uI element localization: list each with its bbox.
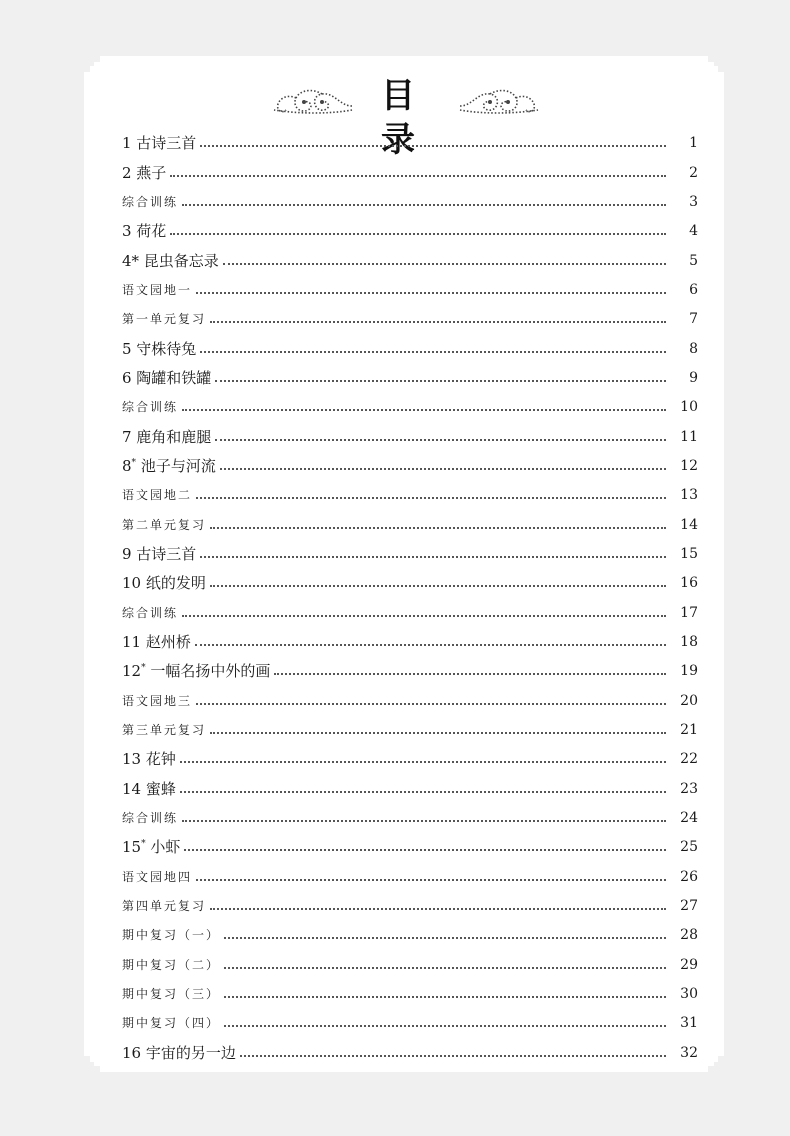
lesson-number: 15 — [122, 838, 142, 857]
toc-entry[interactable] — [122, 300, 698, 329]
dot-leader — [180, 791, 666, 793]
page-number: 6 — [689, 281, 698, 298]
toc-entry[interactable] — [122, 359, 698, 388]
lesson-number: 8 — [122, 456, 132, 475]
dot-leader — [182, 204, 666, 206]
lesson-name: 池子与河流 — [136, 456, 216, 475]
toc-entry-title: 语文园地四 — [122, 869, 193, 884]
page-number: 3 — [689, 193, 698, 210]
dot-leader — [210, 732, 666, 734]
page-number: 4 — [689, 223, 698, 240]
page-number: 11 — [680, 428, 698, 445]
toc-entry-title: 5 守株待兔 — [122, 339, 197, 358]
toc-entry[interactable] — [122, 476, 698, 505]
toc-entry-title: 期中复习（三） — [122, 986, 221, 1001]
toc-entry[interactable] — [122, 975, 698, 1004]
lesson-number: 12 — [122, 662, 142, 681]
page-number: 1 — [689, 135, 698, 152]
toc-entry[interactable] — [122, 505, 698, 534]
page-number: 27 — [680, 897, 698, 914]
toc-list — [122, 124, 698, 1063]
toc-entry[interactable] — [122, 1033, 698, 1062]
toc-entry-title: 语文园地一 — [122, 282, 193, 297]
dot-leader — [182, 820, 666, 822]
page-number: 15 — [680, 545, 698, 562]
page-number: 21 — [680, 721, 698, 738]
dot-leader — [196, 292, 666, 294]
toc-entry[interactable] — [122, 857, 698, 886]
dot-leader — [170, 233, 666, 235]
page-number: 29 — [680, 956, 698, 973]
corner-notch — [84, 1056, 90, 1062]
corner-notch — [718, 1056, 724, 1062]
toc-entry-title: 期中复习（一） — [122, 928, 221, 943]
page-number: 5 — [689, 252, 698, 269]
page-number: 8 — [689, 340, 698, 357]
toc-entry[interactable] — [122, 916, 698, 945]
corner-notch — [84, 1062, 94, 1072]
dot-leader — [200, 556, 666, 558]
toc-entry-title: 3 荷花 — [122, 222, 167, 241]
toc-entry-title: 期中复习（二） — [122, 957, 221, 972]
toc-entry-title: 第二单元复习 — [122, 517, 207, 532]
toc-entry[interactable] — [122, 124, 698, 153]
toc-entry-title: 2 燕子 — [122, 163, 167, 182]
page-number: 24 — [680, 809, 698, 826]
dot-leader — [200, 351, 666, 353]
page-number: 25 — [680, 839, 698, 856]
page-number: 20 — [680, 692, 698, 709]
toc-page — [84, 56, 724, 1072]
dot-leader — [170, 175, 666, 177]
toc-entry[interactable] — [122, 153, 698, 182]
page-number: 32 — [680, 1044, 698, 1061]
dot-leader — [210, 321, 666, 323]
toc-entry-title: 第三单元复习 — [122, 722, 207, 737]
page-number: 16 — [680, 575, 698, 592]
right-scroll-ornament-icon — [458, 84, 542, 118]
toc-entry[interactable] — [122, 535, 698, 564]
dot-leader — [184, 849, 666, 851]
toc-entry-title: 综合训练 — [122, 605, 179, 620]
toc-entry-title: 第四单元复习 — [122, 898, 207, 913]
corner-notch — [708, 56, 714, 62]
toc-entry-title: 16 宇宙的另一边 — [122, 1043, 236, 1062]
page-number: 23 — [680, 780, 698, 797]
toc-entry[interactable] — [122, 212, 698, 241]
page-number: 17 — [680, 604, 698, 621]
lesson-name: 一幅名扬中外的画 — [145, 662, 271, 681]
corner-notch — [84, 56, 94, 66]
dot-leader — [274, 673, 666, 675]
corner-notch — [708, 1066, 714, 1072]
dot-leader — [195, 644, 666, 646]
toc-entry-title: 6 陶罐和铁罐 — [122, 368, 212, 387]
page-number: 31 — [680, 1015, 698, 1032]
corner-notch — [94, 1066, 100, 1072]
toc-entry-title — [122, 837, 180, 857]
toc-entry[interactable] — [122, 799, 698, 828]
toc-entry-title: 综合训练 — [122, 400, 179, 415]
page-title: 目录 — [381, 76, 429, 160]
dot-leader — [215, 380, 666, 382]
toc-entry[interactable] — [122, 183, 698, 212]
page-number: 30 — [680, 985, 698, 1002]
dot-leader — [196, 879, 666, 881]
toc-entry[interactable] — [122, 329, 698, 358]
corner-notch — [718, 66, 724, 72]
toc-entry[interactable] — [122, 417, 698, 446]
toc-entry-title: 11 赵州桥 — [122, 632, 191, 651]
toc-entry[interactable] — [122, 945, 698, 974]
toc-entry-title: 第一单元复习 — [122, 312, 207, 327]
dot-leader — [224, 967, 666, 969]
toc-entry[interactable] — [122, 623, 698, 652]
toc-entry-title: 9 古诗三首 — [122, 544, 197, 563]
corner-notch — [714, 56, 724, 66]
toc-entry[interactable] — [122, 271, 698, 300]
toc-entry-title — [122, 456, 216, 476]
dot-leader — [200, 145, 666, 147]
optional-lesson-mark: * — [131, 457, 137, 468]
dot-leader — [224, 937, 666, 939]
toc-entry[interactable] — [122, 828, 698, 857]
toc-entry-title — [122, 661, 270, 681]
page-number: 7 — [689, 311, 698, 328]
page-number: 19 — [680, 663, 698, 680]
toc-entry[interactable] — [122, 769, 698, 798]
toc-entry[interactable] — [122, 447, 698, 476]
page-number: 28 — [680, 927, 698, 944]
toc-entry-title: 7 鹿角和鹿腿 — [122, 427, 212, 446]
toc-entry[interactable] — [122, 388, 698, 417]
dot-leader — [224, 996, 666, 998]
page-number: 2 — [689, 164, 698, 181]
toc-entry[interactable] — [122, 681, 698, 710]
dot-leader — [220, 468, 666, 470]
dot-leader — [196, 703, 666, 705]
corner-notch — [94, 56, 100, 62]
dot-leader — [224, 1025, 666, 1027]
optional-lesson-mark: * — [141, 663, 146, 674]
page-number: 22 — [680, 751, 698, 768]
corner-notch — [84, 66, 90, 72]
toc-entry[interactable] — [122, 652, 698, 681]
page-number: 13 — [680, 487, 698, 504]
toc-entry[interactable] — [122, 241, 698, 270]
toc-entry-title: 语文园地三 — [122, 693, 193, 708]
lesson-name: 小虾 — [145, 838, 181, 857]
toc-entry[interactable] — [122, 887, 698, 916]
toc-entry[interactable] — [122, 711, 698, 740]
toc-entry-title: 1 古诗三首 — [122, 134, 197, 153]
toc-entry-title: 13 花钟 — [122, 750, 176, 769]
toc-entry[interactable] — [122, 1004, 698, 1033]
page-number: 10 — [680, 399, 698, 416]
toc-entry[interactable] — [122, 564, 698, 593]
left-scroll-ornament-icon — [270, 84, 354, 118]
toc-entry-title: 综合训练 — [122, 194, 179, 209]
toc-entry-title: 4* 昆虫备忘录 — [122, 251, 219, 270]
toc-entry-title: 10 纸的发明 — [122, 574, 206, 593]
page-number: 14 — [680, 516, 698, 533]
dot-leader — [182, 615, 666, 617]
toc-entry[interactable] — [122, 740, 698, 769]
toc-entry-title: 期中复习（四） — [122, 1016, 221, 1031]
dot-leader — [182, 409, 666, 411]
dot-leader — [223, 263, 666, 265]
page-number: 9 — [689, 369, 698, 386]
page-number: 18 — [680, 633, 698, 650]
dot-leader — [210, 527, 666, 529]
toc-entry-title: 综合训练 — [122, 810, 179, 825]
dot-leader — [196, 497, 666, 499]
optional-lesson-mark: * — [141, 839, 146, 850]
dot-leader — [210, 585, 666, 587]
toc-entry[interactable] — [122, 593, 698, 622]
page-number: 26 — [680, 868, 698, 885]
toc-entry-title: 语文园地二 — [122, 488, 193, 503]
dot-leader — [180, 761, 666, 763]
dot-leader — [215, 439, 666, 441]
corner-notch — [714, 1062, 724, 1072]
page-number: 12 — [680, 457, 698, 474]
dot-leader — [210, 908, 666, 910]
toc-entry-title: 14 蜜蜂 — [122, 779, 176, 798]
dot-leader — [240, 1055, 666, 1057]
